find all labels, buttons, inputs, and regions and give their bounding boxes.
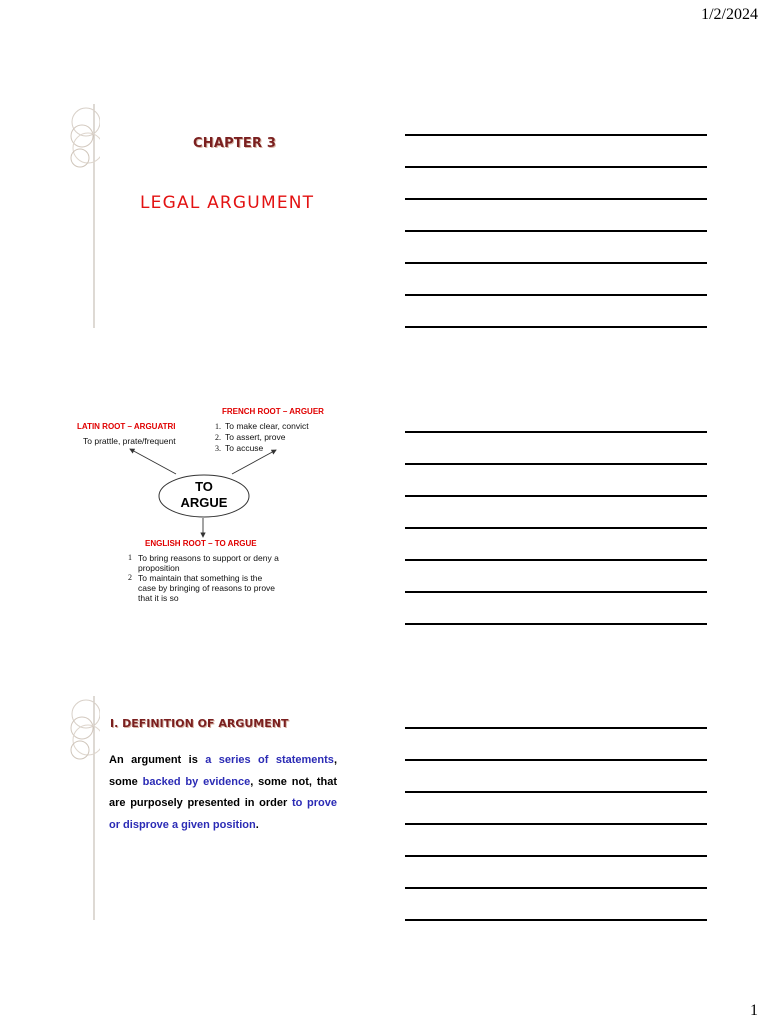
note-line [405, 591, 707, 593]
note-line [405, 134, 707, 136]
slide-decoration-swirl [58, 100, 100, 330]
note-line [405, 823, 707, 825]
note-line [405, 262, 707, 264]
latin-root-text: To prattle, prate/frequent [83, 436, 176, 446]
page-number: 1 [750, 1002, 758, 1019]
english-root-item: 2 To maintain that something is the case by bringing of reasons to prove that it is so [128, 573, 276, 603]
to-argue-line1: TO [195, 479, 213, 494]
note-line [405, 230, 707, 232]
english-root-item: 1 To bring reasons to support or deny a proposition [128, 553, 279, 573]
french-root-item: 1. To make clear, convict [215, 421, 309, 431]
note-line [405, 495, 707, 497]
note-line [405, 919, 707, 921]
to-argue-line2: ARGUE [180, 495, 228, 510]
section-heading: I. DEFINITION OF ARGUMENT [110, 717, 289, 730]
latin-root-title: LATIN ROOT – ARGUATRI [77, 422, 176, 431]
note-line [405, 198, 707, 200]
highlight-text: a series of statements [205, 754, 334, 766]
slide-chapter-label: CHAPTER 3 [193, 136, 277, 151]
highlight-text: to prove or disprove a given position [109, 797, 337, 831]
highlight-text: backed by evidence [142, 775, 251, 788]
note-line [405, 326, 707, 328]
definition-paragraph: An argument is a series of statements, some backed by evidence, some not, that are purposely presented in order to prove or disprove a given position. [109, 754, 337, 831]
french-root-title: FRENCH ROOT – ARGUER [222, 407, 324, 416]
arrow-to-latin [130, 449, 176, 474]
slide-title: LEGAL ARGUMENT [140, 193, 315, 213]
note-line [405, 727, 707, 729]
note-line [405, 855, 707, 857]
header-date: 1/2/2024 [701, 6, 758, 23]
note-line [405, 559, 707, 561]
arrow-to-french [232, 450, 276, 474]
note-line [405, 527, 707, 529]
note-line [405, 791, 707, 793]
note-line [405, 887, 707, 889]
note-line [405, 431, 707, 433]
note-line [405, 623, 707, 625]
to-argue-label [157, 479, 251, 511]
english-root-list [128, 553, 298, 603]
french-root-item: 2. To assert, prove [215, 432, 286, 442]
english-root-title: ENGLISH ROOT – TO ARGUE [145, 539, 257, 548]
slide-decoration-swirl [58, 692, 100, 922]
note-line [405, 759, 707, 761]
note-line [405, 463, 707, 465]
note-line [405, 166, 707, 168]
french-root-item: 3. To accuse [215, 443, 264, 453]
note-line [405, 294, 707, 296]
